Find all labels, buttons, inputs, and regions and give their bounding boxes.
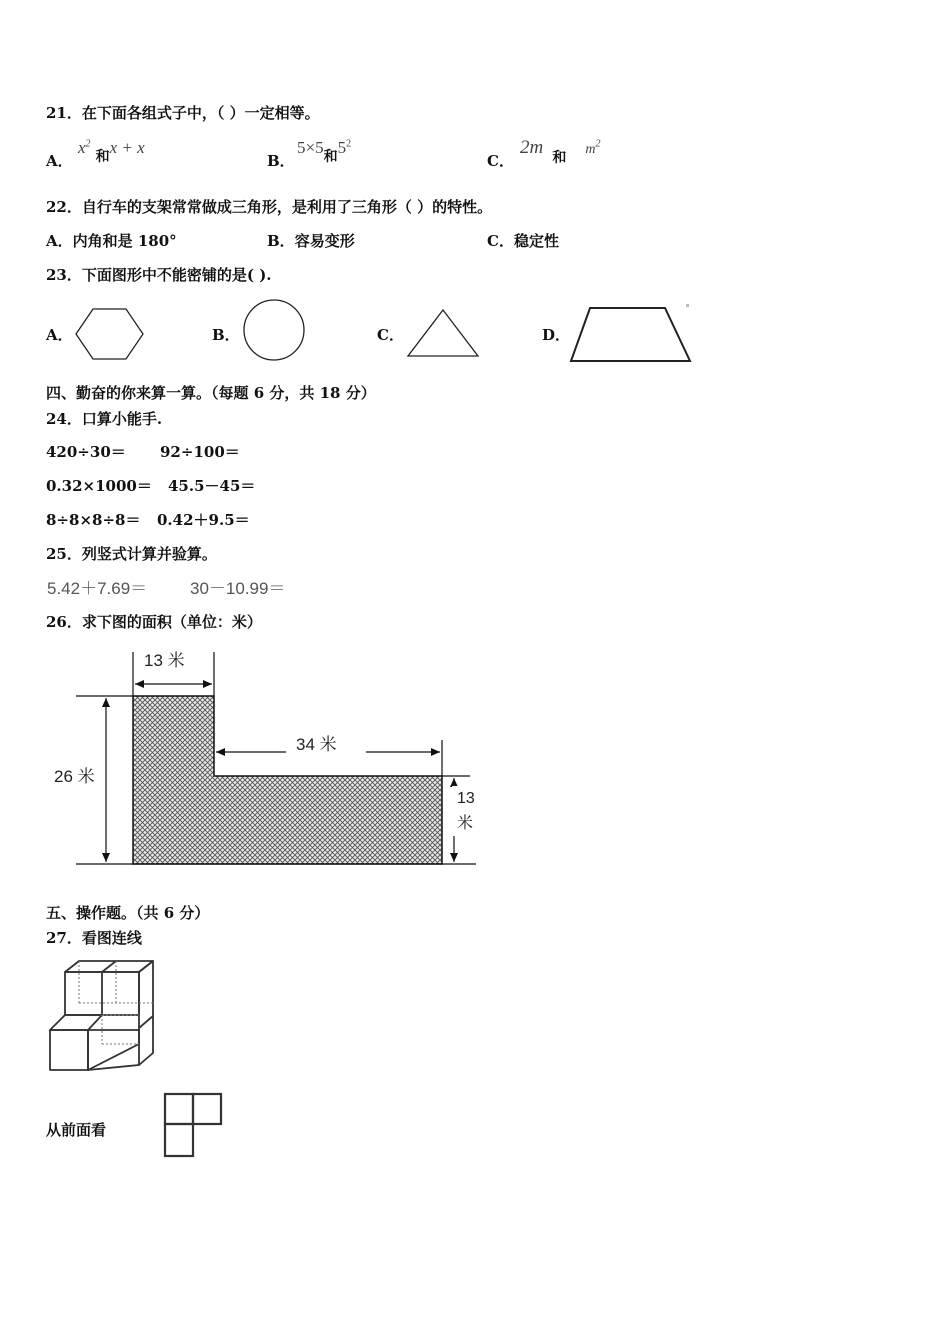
q21-a-left-base: x — [78, 138, 86, 157]
l-shape-figure — [40, 640, 490, 880]
q26-stem: 26．求下图的面积（单位：米） — [46, 613, 262, 631]
q21-b-right-base: 5 — [337, 138, 347, 157]
left-height-label: 26 米 — [54, 767, 95, 786]
q22-b-label: B． — [267, 232, 295, 250]
q25-item-1: 5.42＋7.69＝ — [47, 579, 148, 598]
q21-b-right-exp: 2 — [346, 138, 352, 150]
q22-option-a — [46, 230, 177, 251]
q23-option-d-label: D． — [542, 326, 571, 344]
cube-stack-figure — [44, 958, 159, 1076]
q24-r1-c2: 92÷100＝ — [160, 443, 240, 461]
right-height-label-unit: 米 — [457, 815, 474, 832]
q24-r3-c1: 8÷8×8÷8＝ — [46, 511, 141, 529]
q21-c-joiner: 和 — [552, 150, 567, 166]
q21-a-left-exp: 2 — [85, 138, 91, 150]
trapezoid-icon — [566, 303, 694, 365]
q22-stem: 22．自行车的支架常常做成三角形，是利用了三角形（ ）的特性。 — [46, 198, 493, 216]
q22-c-label: C． — [487, 232, 514, 250]
q22-c-text: 稳定性 — [513, 232, 559, 250]
q21-a-right: x + x — [109, 138, 145, 157]
q22-b-text: 容易变形 — [294, 232, 355, 250]
q21-b-left: 5×5 — [297, 138, 324, 157]
q27-stem: 27．看图连线 — [46, 929, 142, 947]
q23-option-a-label: A． — [46, 326, 73, 344]
q23-stem: 23．下面图形中不能密铺的是( ). — [46, 266, 272, 284]
section-5-title: 五、操作题。（共 6 分） — [46, 904, 210, 922]
q21-option-a-expr — [78, 138, 145, 165]
section-4-title: 四、勤奋的你来算一算。（每题 6 分，共 18 分） — [46, 384, 376, 402]
bottom-right-label: 34 米 — [296, 735, 337, 754]
q21-option-a-label: A． — [46, 152, 73, 170]
q22-a-label: A． — [46, 232, 73, 250]
q21-a-joiner: 和 — [95, 149, 110, 165]
q21-option-c-expr — [520, 137, 601, 166]
q24-r3-c2: 0.42＋9.5＝ — [157, 511, 250, 529]
q25-item-2: 30－10.99＝ — [190, 579, 286, 598]
front-view-label: 从前面看 — [46, 1121, 107, 1139]
l-shape — [133, 696, 442, 864]
q21-option-b-label: B． — [267, 152, 295, 170]
q23-option-b-label: B． — [212, 326, 240, 344]
triangle-icon — [405, 307, 481, 359]
top-width-label: 13 米 — [144, 651, 185, 670]
front-view-grid — [162, 1090, 226, 1160]
right-height-label-number: 13 — [457, 790, 475, 807]
q23-option-c-label: C． — [377, 326, 404, 344]
q21-b-joiner: 和 — [323, 149, 338, 165]
hexagon-icon — [74, 306, 146, 362]
q21-c-right-exp: 2 — [595, 138, 601, 150]
q21-option-b-expr — [297, 138, 352, 165]
q21-option-c-label: C． — [487, 152, 514, 170]
q22-option-b — [267, 230, 355, 251]
q24-stem: 24．口算小能手. — [46, 410, 163, 428]
circle-icon — [242, 297, 306, 363]
q21-stem: 21．在下面各组式子中，（ ）一定相等。 — [46, 104, 320, 122]
q24-r2-c1: 0.32×1000＝ — [46, 477, 152, 495]
q24-r2-c2: 45.5－45＝ — [168, 477, 256, 495]
q21-c-right-base: m — [585, 142, 596, 157]
q22-option-c — [487, 230, 559, 251]
q24-r1-c1: 420÷30＝ — [46, 443, 126, 461]
q25-stem: 25．列竖式计算并验算。 — [46, 545, 217, 563]
q22-a-text: 内角和是 180° — [72, 232, 177, 250]
q21-c-left: 2m — [520, 137, 544, 158]
